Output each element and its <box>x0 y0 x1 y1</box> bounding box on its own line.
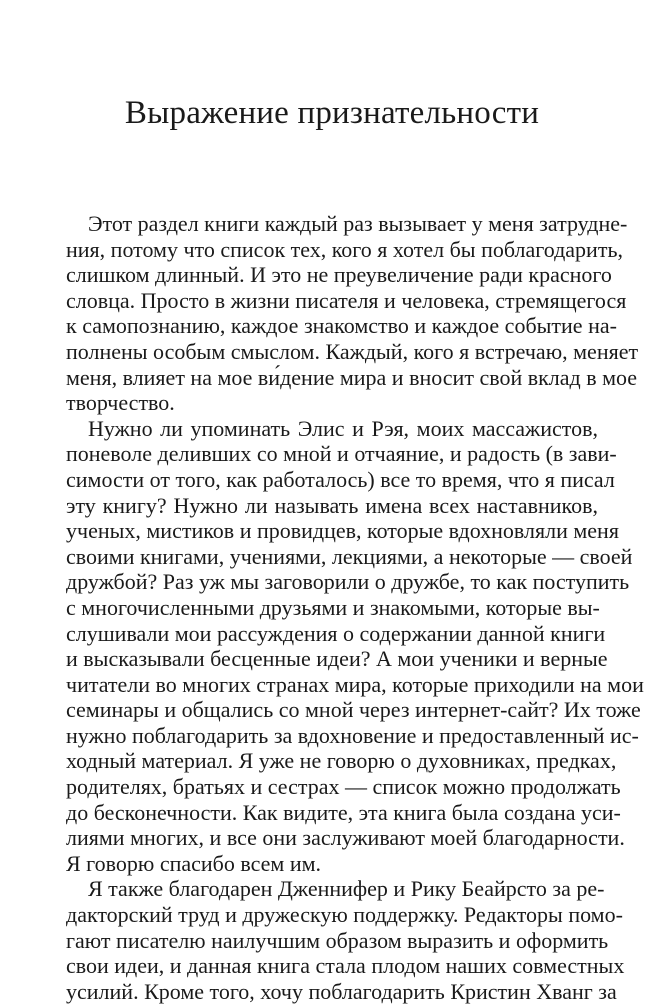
text-line: усилий. Кроме того, хочу поблагодарить Кристин Хванг за <box>66 978 617 1004</box>
text-line: и высказывали бесценные идеи? А мои ученики и верные <box>66 646 608 672</box>
text-line: меня, влияет на мое ви́дение мира и вносит свой вклад в мое <box>66 364 638 390</box>
text-line: творчество. <box>66 390 175 416</box>
text-line: полнены особым смыслом. Каждый, кого я встречаю, меняет <box>66 338 639 364</box>
text-line: родителях, братьях и сестрах — список можно продолжать <box>66 774 621 800</box>
text-line: Этот раздел книги каждый раз вызывает у меня затрудне- <box>88 211 628 236</box>
text-line: Нужно ли упоминать Элис и Рэя, моих массажистов, <box>88 415 598 441</box>
text-line: своими книгами, учениями, лекциями, а некоторые — своей <box>66 543 633 569</box>
text-line: слушивали мои рассуждения о содержании данной книги <box>66 620 606 646</box>
text-line: читатели во многих странах мира, которые приходили на мои <box>66 671 644 697</box>
page-body <box>66 211 644 1004</box>
text-line: Я говорю спасибо всем им. <box>66 850 322 876</box>
text-line: до бесконечности. Как видите, эта книга была создана уси- <box>66 799 621 825</box>
text-line: дакторский труд и дружескую поддержку. Редакторы помо- <box>66 902 623 928</box>
page-title: Выражение признательности <box>124 95 540 131</box>
paragraph <box>66 415 644 877</box>
text-line: ния, потому что список тех, кого я хотел бы поблагодарить, <box>66 236 623 262</box>
text-line: семинары и общались со мной через интернет-сайт? Их тоже <box>66 697 641 723</box>
text-line: поневоле деливших со мной и отчаяние, и радость (в зави- <box>66 441 617 467</box>
text-line: Я также благодарен Дженнифер и Рику Беайрсто за ре- <box>88 876 605 902</box>
text-line: словца. Просто в жизни писателя и человека, стремящегося <box>66 287 627 313</box>
text-line: гают писателю наилучшим образом выразить и оформить <box>66 927 609 953</box>
text-line: лиями многих, и все они заслуживают моей благодарности. <box>66 825 625 851</box>
text-line: с многочисленными друзьями и знакомыми, которые вы- <box>66 594 600 620</box>
text-line: нужно поблагодарить за вдохновение и предоставленный ис- <box>66 722 639 748</box>
text-line: к самопознанию, каждое знакомство и каждое событие на- <box>66 313 617 339</box>
text-line: ходный материал. Я уже не говорю о духовниках, предках, <box>66 748 617 774</box>
text-line: свои идеи, и данная книга стала плодом наших совместных <box>66 953 625 979</box>
text-line: эту книгу? Нужно ли называть имена всех наставников, <box>66 492 598 518</box>
paragraph <box>66 876 625 1004</box>
text-line: симости от того, как работалось) все то время, что я писал <box>66 466 615 492</box>
paragraph <box>66 211 639 416</box>
text-line: дружбой? Раз уж мы заговорили о дружбе, то как поступить <box>66 569 630 595</box>
text-line: слишком длинный. И это не преувеличение ради красного <box>66 262 612 288</box>
text-line: ученых, мистиков и провидцев, которые вдохновляли меня <box>66 518 619 544</box>
